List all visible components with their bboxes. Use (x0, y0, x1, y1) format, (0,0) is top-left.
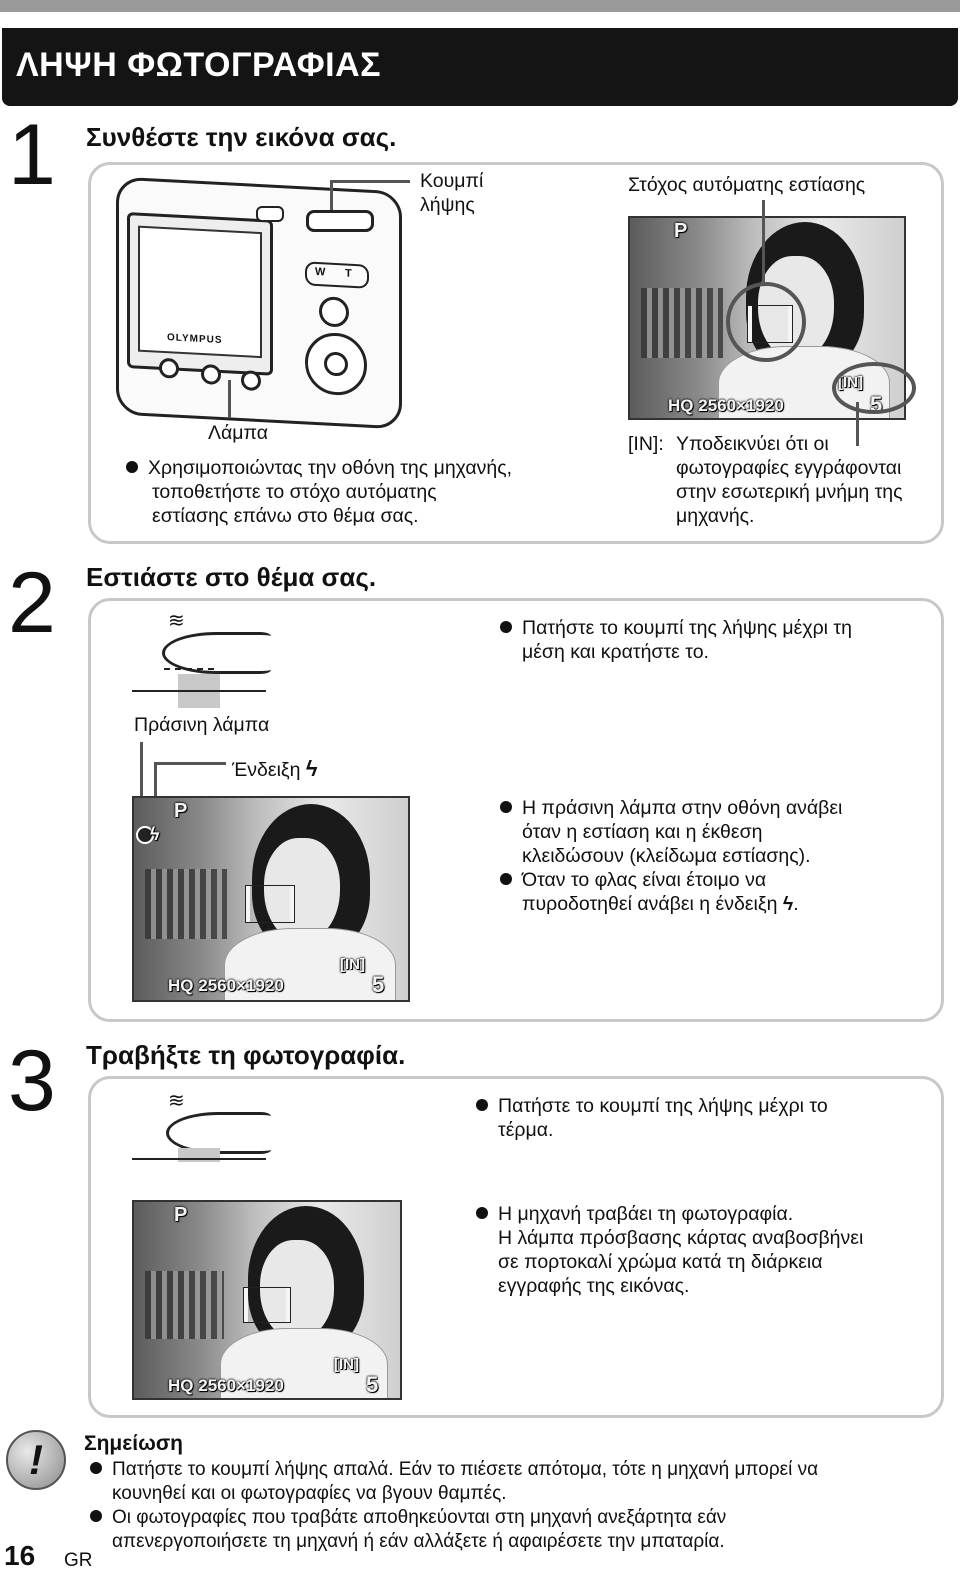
flash-indicator-label: Ένδειξη ϟ (232, 756, 318, 781)
bullet-icon (500, 621, 512, 633)
lcd-preview-3: P HQ 2560×1920 [IN] 5 (132, 1200, 402, 1400)
step-1-heading: Συνθέστε την εικόνα σας. (86, 122, 397, 152)
ok-menu-button (324, 351, 348, 376)
lamp-label: Λάμπα (208, 422, 268, 444)
lcd-frames: 5 (870, 392, 883, 417)
step-3-heading: Τραβήξτε τη φωτογραφία. (86, 1040, 406, 1070)
exclamation-icon: ! (6, 1430, 66, 1490)
step-2-bullet-2: Η πράσινη λάμπα στην οθόνη ανάβει όταν η εστίαση και η έκθεση κλειδώσουν (κλείδωμα εστίασης). (500, 796, 842, 868)
page-number: 16 (4, 1540, 36, 1571)
step-number-2: 2 (8, 555, 56, 651)
step-3-bullet-2: Η μηχανή τραβάει τη φωτογραφία. Η λάμπα πρόσβασης κάρτας αναβοσβήνει σε πορτοκαλί χρώμα κατά τη διάρκεια εγγραφής της εικόνας. (476, 1202, 863, 1298)
bullet-icon (500, 801, 512, 813)
note-title: Σημείωση (84, 1432, 184, 1455)
af-target-label: Στόχος αυτόματης εστίασης (628, 174, 866, 196)
flash-icon: ϟ (782, 893, 794, 915)
lcd-quality: HQ 2560×1920 (668, 396, 784, 415)
bullet-icon (476, 1099, 488, 1111)
bullet-icon (500, 873, 512, 885)
green-lamp-label: Πράσινη λάμπα (134, 714, 270, 736)
step-2-bullet-3: Όταν το φλας είναι έτοιμο να πυροδοτηθεί ανάβει η ένδειξη ϟ. (500, 868, 799, 916)
lcd-memory: [IN] (838, 374, 863, 391)
step-number-3: 3 (8, 1033, 56, 1129)
step-3-bullet-1: Πατήστε το κουμπί της λήψης μέχρι το τέρμα. (476, 1094, 828, 1142)
arrow-pad (305, 331, 367, 396)
zoom-lever: W T (305, 261, 369, 288)
title-bar (2, 28, 958, 106)
page-title: ΛΗΨΗ ΦΩΤΟΓΡΑΦΙΑΣ (16, 46, 382, 84)
flash-icon: ϟ (305, 756, 318, 781)
camera-screen (127, 212, 273, 376)
language-code: GR (64, 1550, 93, 1571)
step-2-bullet-1: Πατήστε το κουμπί της λήψης μέχρι τη μέση και κρατήστε το. (500, 616, 852, 664)
finger-half-press-illustration: ≋ (132, 612, 272, 712)
step-2-heading: Εστιάστε στο θέμα σας. (86, 562, 377, 592)
shooting-button (241, 370, 261, 391)
shutter-label-1: Κουμπί (420, 170, 484, 192)
shutter-label-2: λήψης (420, 194, 475, 216)
power-button (256, 206, 284, 222)
mode-button (319, 296, 349, 328)
finger-full-press-illustration: ≋ (132, 1092, 272, 1176)
flash-ready-indicator: ϟ (150, 824, 160, 844)
top-gray-band (0, 0, 960, 12)
bullet-icon (126, 461, 138, 473)
bullet-icon (90, 1462, 102, 1474)
step-number-1: 1 (8, 107, 56, 203)
playback-button (159, 358, 179, 379)
af-target-highlight (726, 282, 806, 362)
note-bullet-1: Πατήστε το κουμπί λήψης απαλά. Εάν το πιέσετε απότομα, τότε η μηχανή μπορεί να κουνηθεί και οι φωτογραφίες να βγουν θαμπές. (90, 1458, 818, 1506)
bullet-icon (90, 1510, 102, 1522)
erase-button (201, 364, 221, 385)
step-1-bullet: Χρησιμοποιώντας την οθόνη της μηχανής, τοποθετήστε το στόχο αυτόματης εστίασης επάνω στο θέμα σας. (126, 456, 512, 528)
note-bullet-2: Οι φωτογραφίες που τραβάτε αποθηκεύονται στη μηχανή ανεξάρτητα εάν απενεργοποιήσετε τη μηχανή ή εάν αλλάξετε ή αφαιρέσετε την μπαταρία. (90, 1506, 726, 1554)
lcd-mode: P (674, 220, 688, 242)
in-description: [IN]: (628, 433, 664, 455)
shutter-button (306, 210, 374, 232)
bullet-icon (476, 1207, 488, 1219)
memory-highlight (832, 362, 916, 414)
camera-brand: OLYMPUS (167, 332, 223, 347)
lcd-preview-2: P ϟ HQ 2560×1920 [IN] 5 (132, 796, 410, 1002)
